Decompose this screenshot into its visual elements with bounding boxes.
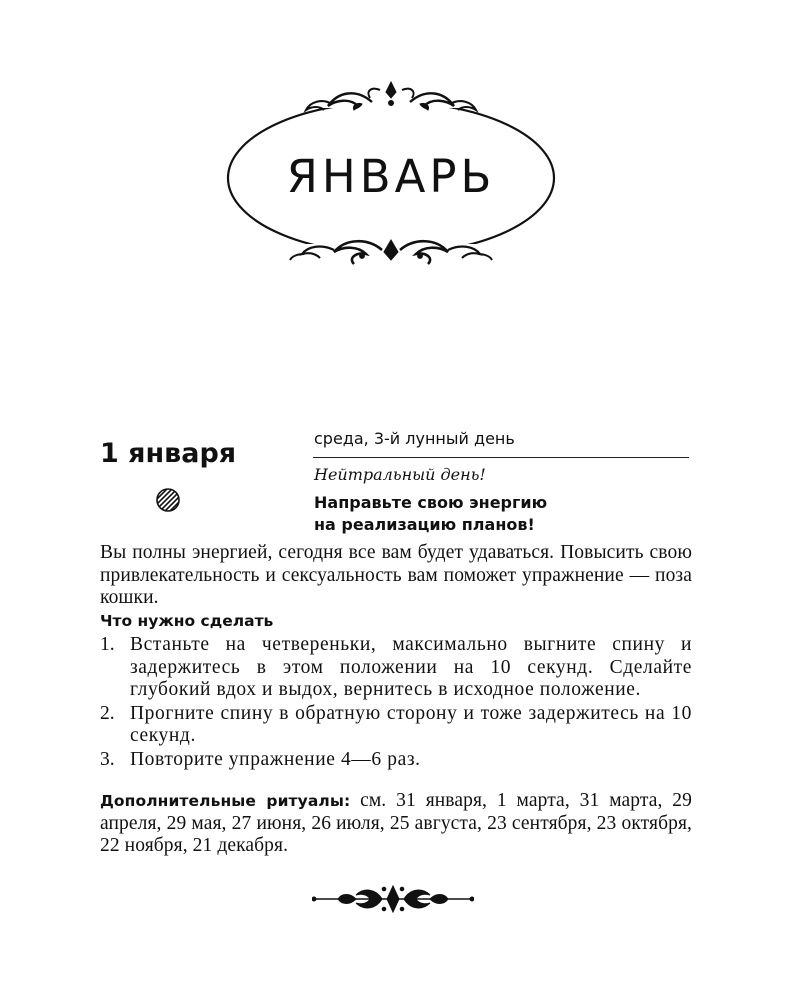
list-item bbox=[100, 703, 692, 748]
bottom-flourish-ornament-icon bbox=[312, 882, 474, 916]
list-item bbox=[100, 634, 692, 702]
extra-rituals-paragraph bbox=[100, 790, 692, 858]
section-heading-todo: Что нужно сделать bbox=[100, 612, 274, 630]
day-advice bbox=[314, 492, 694, 536]
day-type: Нейтральный день! bbox=[314, 465, 486, 484]
step-number: 1. bbox=[100, 634, 115, 655]
divider-rule bbox=[313, 457, 689, 458]
advice-line: на реализацию планов! bbox=[314, 515, 535, 534]
step-text: Прогните спину в обратную сторону и тоже задержитесь на 10 секунд. bbox=[130, 702, 692, 746]
date-heading: 1 января bbox=[100, 438, 237, 469]
steps-list bbox=[100, 634, 692, 772]
step-text: Встаньте на четвереньки, максимально выгните спину и задержитесь в этом положении на 10 секунд. Сделайте глубокий вдох и выдох, вернитесь в исходное положение. bbox=[130, 634, 692, 700]
intro-paragraph: Вы полны энергией, сегодня все вам будет удаваться. Повысить свою привлекательность и сексуальность вам поможет упражнение — поза кошки. bbox=[100, 542, 692, 608]
step-number: 3. bbox=[100, 748, 115, 770]
extra-rituals-dates: см. 31 января, 1 марта, 31 марта, 29 апреля, 29 мая, 27 июня, 26 июля, 25 августа, 23 сентября, 23 октября, 22 ноября, 21 декабря. bbox=[100, 790, 692, 856]
list-item bbox=[100, 749, 692, 772]
hatched-moon-icon bbox=[154, 486, 182, 514]
weekday-lunar-day: среда, 3-й лунный день bbox=[314, 429, 515, 448]
month-title: ЯНВАРЬ bbox=[286, 150, 496, 203]
extra-rituals-label: Дополнительные ритуалы: bbox=[100, 792, 351, 810]
step-text: Повторите упражнение 4—6 раз. bbox=[130, 748, 421, 770]
advice-line: Направьте свою энергию bbox=[314, 493, 548, 512]
step-number: 2. bbox=[100, 702, 115, 724]
